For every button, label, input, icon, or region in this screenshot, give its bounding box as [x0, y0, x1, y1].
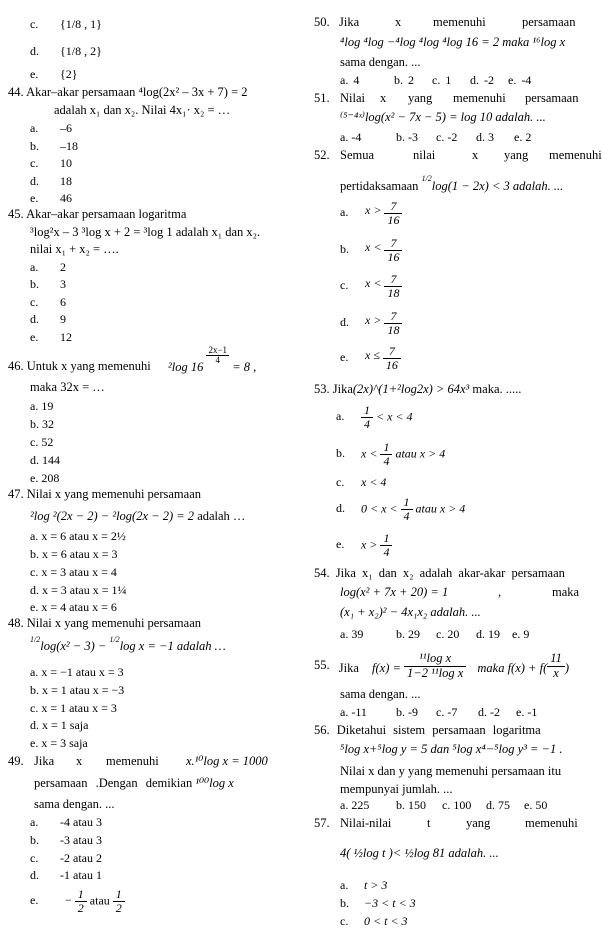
option-e: e. − $\frac{1}{2}$ atau $\frac{1}{2}$	[30, 888, 125, 915]
option-b: b. -3 atau 3	[30, 833, 102, 847]
question-49-word: Jika	[34, 754, 55, 768]
option-b: b. x < $\frac{7}{16}$	[340, 237, 402, 264]
question-51-word: x	[380, 91, 387, 105]
option-a: a. $\frac{1}{4}$ < x < 4	[336, 403, 413, 432]
question-50: 50.	[314, 15, 330, 29]
question-50-word: persamaan	[522, 15, 576, 29]
fraction: $\frac{11}{x}$	[547, 652, 565, 681]
option-c: c. x = 1 atau x = 3	[30, 701, 117, 715]
question-49-line2: persamaan .Dengan demikian ¹⁰⁰log x	[34, 776, 234, 790]
option-b: b. x < $\frac{1}{4}$ atau x > 4	[336, 440, 446, 469]
option-a: a. x = 6 atau x = 2½	[30, 529, 126, 543]
options-row: a. -11 b. -9 c. -7 d. -2 e. -1	[340, 705, 538, 719]
option-b: b. −3 < t < 3	[340, 896, 416, 910]
options-row: a. -4 b. -3 c. -2 d. 3 e. 2	[340, 130, 532, 144]
fraction: $\frac{1}{4}$	[380, 532, 392, 559]
option-d: d. 0 < x < $\frac{1}{4}$ atau x > 4	[336, 495, 466, 524]
question-55-line2: sama dengan. ...	[340, 687, 421, 701]
question-45-line2: ³log²x – 3 ³log x + 2 = ³log 1 adalah x₁ dan x₂.	[30, 225, 261, 239]
question-51-expression: ⁽⁵⁻⁴ˣ⁾log(x² − 7x − 5) = log 10 adalah. ...	[340, 110, 546, 124]
option-d: d. 9	[30, 312, 66, 326]
option-e: e. 208	[30, 471, 60, 485]
question-57-word: yang	[466, 816, 491, 830]
option-e: e. x = 3 saja	[30, 736, 88, 750]
option-c: c. x < 4	[336, 475, 387, 489]
question-48-expression: $^{1/2}$log(x² − 3) − $^{1/2}$log x = −1 adalah …	[30, 635, 226, 653]
question-45-line3: nilai x₁ + x₂ = ….	[30, 242, 119, 256]
option-b: b. 3	[30, 277, 66, 291]
options-row: a. 4 b. 2 c. 1 d. -2 e. -4	[340, 73, 532, 87]
question-47: 47. Nilai x yang memenuhi persamaan	[8, 487, 201, 501]
fraction: $\frac{7}{16}$	[383, 345, 401, 372]
option-d: d. x > $\frac{7}{18}$	[340, 310, 402, 337]
question-52-word: Semua	[340, 148, 375, 162]
question-46-expression: ²log 16 $\frac{2x-1}{4}$ = 8 ,	[168, 345, 257, 374]
option-b: b. x = 6 atau x = 3	[30, 547, 118, 561]
fraction: $\frac{7}{16}$	[384, 237, 402, 264]
option-d: d. x = 3 atau x = 1¼	[30, 583, 127, 597]
fraction: $\frac{1}{2}$	[113, 888, 125, 915]
option-b: b. –18	[30, 139, 78, 153]
option-a: a. –6	[30, 121, 72, 135]
exponent-fraction: $\frac{2x-1}{4}$	[208, 345, 228, 366]
question-53: 53. Jika(2x)^(1+²log2x) > 64x³ maka. .....	[314, 382, 522, 396]
question-55: 55. Jika f(x) = $\frac{\text{¹¹log x}}{\text{1−2 ¹¹log x}}$ maka f(x) + f( $\frac{11}{x}$ )	[314, 651, 569, 680]
option-c: c. 6	[30, 295, 66, 309]
fraction: $\frac{1}{4}$	[361, 404, 373, 431]
option-d: d. 18	[30, 174, 72, 188]
question-56-line3: mempunyai jumlah. ...	[340, 782, 453, 796]
question-57-word: Nilai-nilai	[340, 816, 392, 830]
question-45: 45. Akar–akar persamaan logaritma	[8, 207, 187, 221]
fraction: $\frac{\text{¹¹log x}}{\text{1−2 ¹¹log x}}$	[404, 652, 466, 681]
question-44-line2: adalah x₁ dan x₂. Nilai 4x₁· x₂ = …	[54, 103, 231, 117]
option-e: e. x ≤ $\frac{7}{16}$	[340, 345, 401, 372]
comma: ,	[498, 585, 502, 599]
options-row: a. 225 b. 150 c. 100 d. 75 e. 50	[340, 798, 548, 812]
option-a: a. 2	[30, 260, 66, 274]
question-49-expression: x.¹⁰log x = 1000	[186, 754, 268, 768]
option-c: c. 10	[30, 156, 72, 170]
question-51-word: persamaan	[525, 91, 579, 105]
question-52-word: memenuhi	[549, 148, 602, 162]
fraction: $\frac{1}{2}$	[75, 888, 87, 915]
question-44: 44. Akar–akar persamaan ⁴log(2x² – 3x + 7) = 2	[8, 85, 248, 99]
question-52-word: yang	[504, 148, 529, 162]
question-52-line2: pertidaksamaan $^{1/2}$log(1 − 2x) < 3 adalah. ...	[340, 174, 564, 193]
option-b: b. 32	[30, 417, 54, 431]
fraction: $\frac{7}{18}$	[384, 310, 402, 337]
option-a: a. x = −1 atau x = 3	[30, 665, 124, 679]
option-d: d. -1 atau 1	[30, 868, 102, 882]
option-d: d. x = 1 saja	[30, 718, 89, 732]
option-c: c. x = 3 atau x = 4	[30, 565, 117, 579]
question-51-word: yang	[408, 91, 433, 105]
question-57-expression: 4( ½log t )< ½log 81 adalah. ...	[340, 846, 499, 860]
question-50-word: Jika	[339, 15, 360, 29]
question-56-line2: Nilai x dan y yang memenuhi persamaan itu	[340, 764, 562, 778]
fraction: $\frac{7}{16}$	[384, 200, 402, 227]
option-a: a. t > 3	[340, 878, 388, 892]
question-54: 54. Jika x₁ dan x₂ adalah akar-akar persamaan	[314, 566, 565, 580]
question-51-word: memenuhi	[453, 91, 506, 105]
question-49-word: x	[76, 754, 83, 768]
option-e: e. x = 4 atau x = 6	[30, 600, 117, 614]
fraction: $\frac{1}{4}$	[401, 496, 413, 523]
question-54-word: maka	[552, 585, 580, 599]
option-e: e. 46	[30, 191, 72, 205]
fraction: $\frac{7}{18}$	[384, 273, 402, 300]
option-e: e. 12	[30, 330, 72, 344]
option-c: c. x < $\frac{7}{18}$	[340, 273, 402, 300]
option-c: c. -2 atau 2	[30, 851, 102, 865]
question-52-word: nilai	[413, 148, 436, 162]
option-c: c. {1/8 , 1}	[30, 17, 102, 31]
question-51: 51.	[314, 91, 330, 105]
option-d: d. {1/8 , 2}	[30, 44, 102, 58]
question-50-word: memenuhi	[433, 15, 486, 29]
question-49-word: memenuhi	[106, 754, 159, 768]
question-49: 49.	[8, 754, 24, 768]
option-a: a. x > $\frac{7}{16}$	[340, 200, 402, 227]
option-c: c. 0 < t < 3	[340, 914, 408, 928]
question-50-line3: sama dengan. ...	[340, 55, 421, 69]
question-50-word: x	[395, 15, 402, 29]
question-56-expression: ⁵log x+⁵log y = 5 dan ⁵log x⁴−⁵log y³ = −1 .	[340, 742, 563, 756]
question-48: 48. Nilai x yang memenuhi persamaan	[8, 616, 201, 630]
question-49-line3: sama dengan. ...	[34, 797, 115, 811]
question-52: 52.	[314, 148, 330, 162]
question-56: 56. Diketahui sistem persamaan logaritma	[314, 723, 541, 737]
option-e: e. {2}	[30, 67, 78, 81]
fraction: $\frac{1}{4}$	[380, 441, 392, 468]
question-47-expression: ²log ²(2x − 2) − ²log(2x − 2) = 2 adalah …	[30, 509, 246, 523]
question-50-expression: ⁴log ⁴log −⁴log ⁴log ⁴log 16 = 2 maka ¹⁶log x	[340, 35, 566, 49]
question-57-word: memenuhi	[525, 816, 578, 830]
question-57-word: t	[427, 816, 431, 830]
question-51-word: Nilai	[340, 91, 365, 105]
question-54-expression: log(x² + 7x + 20) = 1	[340, 585, 449, 599]
question-46-line2: maka 32x = …	[30, 380, 105, 394]
option-c: c. 52	[30, 435, 54, 449]
option-e: e. x > $\frac{1}{4}$	[336, 532, 392, 559]
question-57: 57.	[314, 816, 330, 830]
option-a: a. 19	[30, 399, 54, 413]
option-b: b. x = 1 atau x = −3	[30, 683, 125, 697]
options-row: a. 39 b. 29 c. 20 d. 19 e. 9	[340, 627, 530, 641]
question-54-expression2: (x₁ + x₂)² − 4x₁x₂ adalah. ...	[340, 605, 481, 619]
question-46: 46. Untuk x yang memenuhi	[8, 359, 151, 373]
question-52-word: x	[472, 148, 479, 162]
option-a: a. -4 atau 3	[30, 815, 102, 829]
option-d: d. 144	[30, 453, 60, 467]
